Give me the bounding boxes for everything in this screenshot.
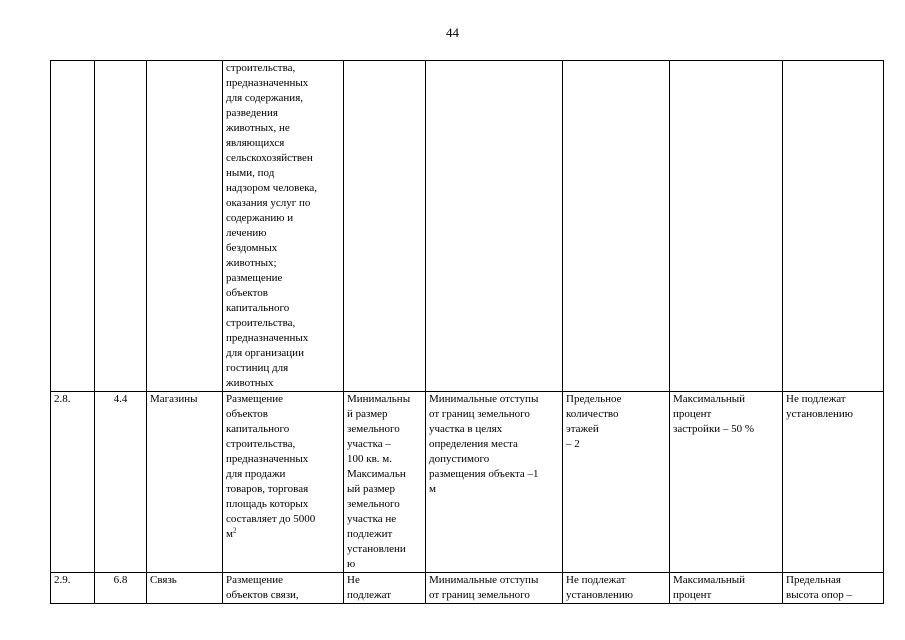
- use-description-text: Размещение объектов капитального строительства, предназначенных для продажи товаров, торговая площадь которых составляет до 5000 м: [226, 393, 316, 540]
- setback-cell: [426, 61, 563, 392]
- floors-text: Предельное количество этажей – 2: [566, 393, 622, 450]
- building-percent-cell: [670, 61, 783, 392]
- use-description-cell: [223, 61, 344, 392]
- setback-cell: [426, 392, 563, 573]
- use-code-cell: [95, 61, 147, 392]
- other-params-cell: [783, 573, 884, 604]
- other-params-cell: [783, 392, 884, 573]
- use-description-cell: [223, 573, 344, 604]
- plot-size-cell: [344, 392, 426, 573]
- use-code-cell: [95, 392, 147, 573]
- use-code-cell: [95, 573, 147, 604]
- row-number: 2.9.: [54, 574, 71, 586]
- page-number: 44: [446, 25, 459, 40]
- table-row: [51, 573, 884, 604]
- use-name-cell: [147, 392, 223, 573]
- setback-text: Минимальные отступы от границ земельного участка в целях определения места допустимого размещения объекта –1 м: [429, 393, 539, 495]
- use-name-cell: [147, 573, 223, 604]
- use-name: Магазины: [150, 393, 198, 405]
- use-description-cell: [223, 392, 344, 573]
- plot-size-cell: [344, 61, 426, 392]
- use-name: Связь: [150, 574, 177, 586]
- row-number: 2.8.: [54, 393, 71, 405]
- table-row: [51, 392, 884, 573]
- unit-superscript: 2: [232, 526, 237, 535]
- setback-text: Минимальные отступы от границ земельного: [429, 574, 539, 601]
- floors-cell: [563, 573, 670, 604]
- other-params-text: Предельная высота опор –: [786, 574, 853, 601]
- plot-size-cell: [344, 573, 426, 604]
- zoning-regulations-table: [50, 60, 884, 604]
- row-number-cell: [51, 61, 95, 392]
- use-name-cell: [147, 61, 223, 392]
- building-percent-text: Максимальный процент: [673, 574, 746, 601]
- setback-cell: [426, 573, 563, 604]
- floors-cell: [563, 392, 670, 573]
- table-row: [51, 61, 884, 392]
- other-params-cell: [783, 61, 884, 392]
- use-code: 4.4: [113, 393, 128, 405]
- floors-cell: [563, 61, 670, 392]
- use-description-text: строительства, предназначенных для содержания, разведения животных, не являющихся сельскохозяйствен ными, под надзором человека, оказания услуг по содержанию и лечению бездомных животных; размещение объектов капитального строительства, предназначенных для организации гостиниц для животных: [226, 62, 318, 389]
- use-description-text: Размещение объектов связи,: [226, 574, 299, 601]
- row-number-cell: [51, 392, 95, 573]
- floors-text: Не подлежат установлению: [566, 574, 634, 601]
- building-percent-cell: [670, 573, 783, 604]
- plot-size-text: Не подлежат: [347, 574, 392, 601]
- row-number-cell: [51, 573, 95, 604]
- use-code: 6.8: [113, 574, 128, 586]
- building-percent-cell: [670, 392, 783, 573]
- building-percent-text: Максимальный процент застройки – 50 %: [673, 393, 755, 435]
- plot-size-text: Минимальны й размер земельного участка – 100 кв. м. Максимальн ый размер земельного участка не подлежит установлени ю: [347, 393, 411, 570]
- other-params-text: Не подлежат установлению: [786, 393, 854, 420]
